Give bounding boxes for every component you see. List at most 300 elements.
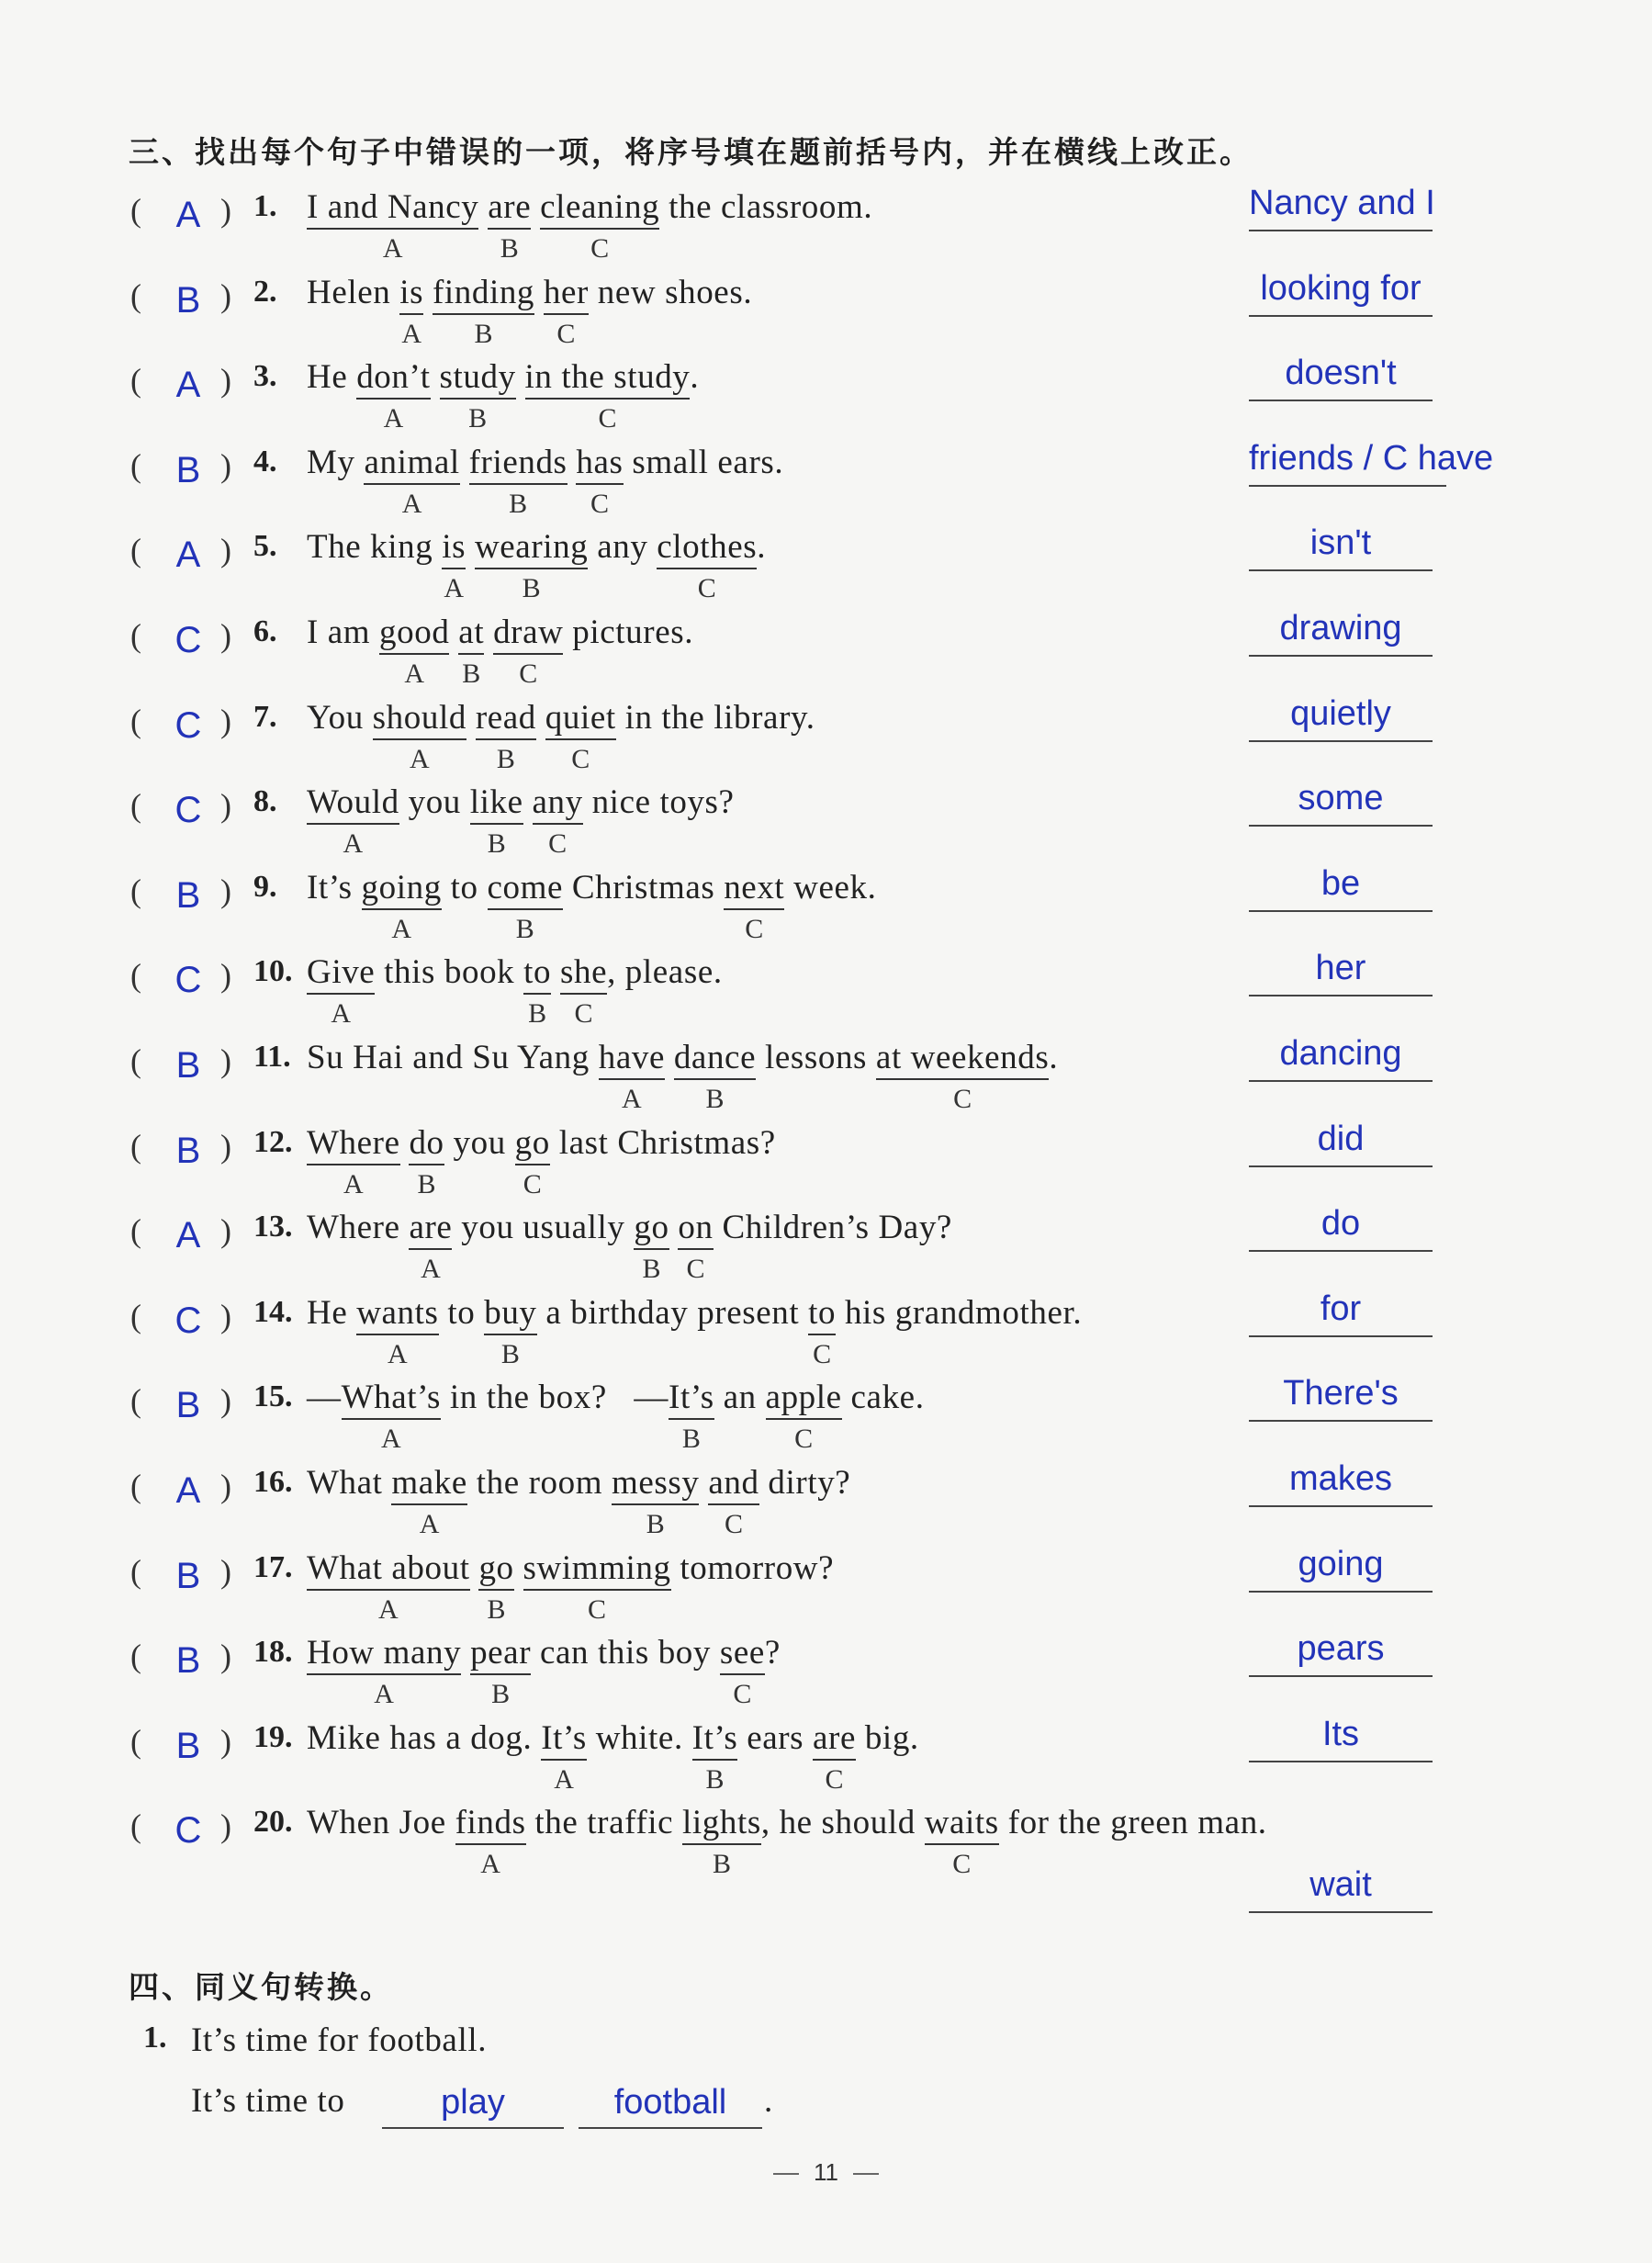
paren-open: ( xyxy=(130,617,141,654)
question-number: 4. xyxy=(253,445,277,478)
segment-text: in the study xyxy=(524,358,691,396)
sentence-text xyxy=(307,1718,541,1758)
option-letter: B xyxy=(474,319,493,349)
question-row xyxy=(0,1034,1652,1119)
answer-letter[interactable]: C xyxy=(174,620,202,660)
segment-text: clothes xyxy=(657,528,758,566)
sentence-text xyxy=(756,1038,876,1077)
question-number: 18. xyxy=(253,1635,293,1669)
correction-blank[interactable]: quietly xyxy=(1249,694,1433,742)
segment-text: are xyxy=(409,1209,453,1246)
sentence-text xyxy=(550,1123,776,1163)
question-number: 20. xyxy=(253,1805,293,1839)
paren-open: ( xyxy=(130,1723,141,1760)
segment-text: draw xyxy=(493,614,564,651)
answer-letter[interactable]: B xyxy=(175,1131,201,1171)
question-number: 15. xyxy=(253,1379,293,1413)
segment-text: the room xyxy=(466,1464,612,1502)
option-letter: B xyxy=(515,914,534,944)
sentence-text xyxy=(761,1803,925,1842)
segment-text xyxy=(523,783,533,821)
paren-close: ) xyxy=(220,362,231,399)
answer-letter[interactable]: B xyxy=(175,875,201,916)
option-letter: B xyxy=(509,489,528,519)
option-letter: A xyxy=(343,1169,364,1199)
segment-text: don’t xyxy=(356,358,431,396)
question-number: 8. xyxy=(253,784,277,818)
sentence-text xyxy=(784,868,876,907)
section4-item1-blank2[interactable]: football xyxy=(579,2083,762,2129)
paren-open: ( xyxy=(130,1638,141,1674)
answer-letter[interactable]: B xyxy=(175,1726,201,1766)
segment-text: How many xyxy=(307,1634,462,1672)
segment-text: is xyxy=(442,528,466,566)
segment-text: are xyxy=(813,1719,856,1757)
answer-letter[interactable]: B xyxy=(175,450,201,490)
segment-text: , he should xyxy=(760,1804,925,1841)
correction-blank[interactable]: doesn't xyxy=(1249,354,1433,401)
segment-text xyxy=(484,614,493,651)
underlined-option xyxy=(924,1803,999,1879)
underlined-option xyxy=(634,1208,669,1284)
paren-close: ) xyxy=(220,787,231,824)
segment-text: He xyxy=(307,358,357,396)
correction-blank[interactable]: some xyxy=(1249,779,1433,827)
paren-open: ( xyxy=(130,1807,141,1844)
option-letter: C xyxy=(724,1509,743,1539)
segment-text: lessons xyxy=(756,1039,876,1076)
underlined-option xyxy=(356,1293,439,1369)
segment-text: ears xyxy=(737,1719,814,1757)
question-sentence xyxy=(307,1633,781,1709)
underlined-option xyxy=(458,613,485,689)
segment-text xyxy=(400,1124,410,1162)
segment-text: wants xyxy=(356,1294,439,1332)
question-row xyxy=(0,1289,1652,1374)
sentence-text xyxy=(842,1378,925,1417)
segment-text: Mike has a dog. xyxy=(307,1719,542,1757)
segment-text xyxy=(470,1549,479,1587)
section4-item1-prompt: It’s time to xyxy=(191,2082,345,2120)
segment-text: read xyxy=(475,699,536,737)
sentence-text xyxy=(1049,1038,1058,1077)
underlined-option xyxy=(307,187,479,264)
section4-item1-original: It’s time for football. xyxy=(191,2021,488,2059)
paren-close: ) xyxy=(220,277,231,314)
underlined-option xyxy=(475,698,536,774)
sentence-text xyxy=(399,782,470,822)
correction-blank[interactable]: Nancy and I xyxy=(1249,184,1433,231)
question-sentence xyxy=(307,868,877,944)
segment-text: ? xyxy=(764,1634,781,1672)
sentence-text xyxy=(563,868,724,907)
question-row xyxy=(0,609,1652,693)
sentence-text xyxy=(583,782,735,822)
segment-text xyxy=(534,274,544,311)
segment-text: to xyxy=(438,1294,485,1332)
paren-close: ) xyxy=(220,1638,231,1674)
paren-close: ) xyxy=(220,1128,231,1165)
answer-letter[interactable]: B xyxy=(175,1385,201,1425)
underlined-option xyxy=(432,273,535,349)
option-letter: B xyxy=(705,1764,725,1795)
underlined-option xyxy=(391,1463,467,1539)
paren-open: ( xyxy=(130,192,141,229)
underlined-option xyxy=(442,527,466,603)
sentence-text xyxy=(400,1123,410,1163)
correction-blank[interactable]: drawing xyxy=(1249,609,1433,657)
segment-text: swimming xyxy=(523,1549,671,1587)
question-sentence xyxy=(307,952,723,1029)
sentence-text xyxy=(307,1293,356,1333)
underlined-option xyxy=(765,1378,842,1454)
answer-letter[interactable]: A xyxy=(175,195,201,235)
sentence-text xyxy=(460,443,469,482)
sentence-text xyxy=(690,357,699,397)
underlined-option xyxy=(470,1633,532,1709)
sentence-text xyxy=(449,613,458,652)
underlined-option xyxy=(468,443,568,519)
option-letter: B xyxy=(468,403,488,433)
segment-text: wearing xyxy=(474,528,589,566)
segment-text: quiet xyxy=(545,699,616,737)
segment-text: What about xyxy=(307,1549,470,1587)
underlined-option xyxy=(372,698,466,774)
option-letter: A xyxy=(622,1084,642,1114)
question-sentence xyxy=(307,443,784,519)
segment-text: good xyxy=(379,614,450,651)
correction-blank[interactable]: looking for xyxy=(1249,269,1433,317)
answer-letter[interactable]: B xyxy=(175,280,201,321)
question-number: 14. xyxy=(253,1295,293,1329)
segment-text: is xyxy=(399,274,424,311)
segment-text: study xyxy=(439,358,516,396)
segment-text: do xyxy=(409,1124,444,1162)
sentence-text xyxy=(699,1463,708,1503)
segment-text: nice toys? xyxy=(582,783,735,821)
segment-text xyxy=(568,444,577,481)
question-sentence xyxy=(307,1293,1083,1369)
option-letter: A xyxy=(401,489,422,519)
segment-text: messy xyxy=(611,1464,700,1502)
segment-text xyxy=(536,699,545,737)
sentence-text xyxy=(441,1378,669,1417)
answer-letter[interactable]: C xyxy=(174,790,202,830)
answer-letter[interactable]: C xyxy=(174,960,202,1000)
answer-letter[interactable]: A xyxy=(175,1470,201,1511)
sentence-text xyxy=(307,443,364,482)
paren-close: ) xyxy=(220,703,231,739)
paren-close: ) xyxy=(220,873,231,909)
segment-text: It’s xyxy=(669,1379,714,1416)
sentence-text xyxy=(307,613,379,652)
sentence-text xyxy=(589,273,752,312)
segment-text: to xyxy=(441,869,488,906)
sentence-text xyxy=(563,613,693,652)
answer-letter[interactable]: C xyxy=(174,1810,202,1851)
segment-text: Christmas xyxy=(563,869,725,906)
section4-title: 四、同义句转换。 xyxy=(129,1969,393,2005)
correction-blank[interactable]: do xyxy=(1249,1204,1433,1252)
page-number-dash-left xyxy=(773,2173,799,2175)
option-letter: A xyxy=(374,1679,394,1709)
option-letter: A xyxy=(404,659,425,689)
correction-blank[interactable]: There's xyxy=(1249,1374,1433,1422)
answer-letter[interactable]: C xyxy=(174,705,202,746)
question-sentence xyxy=(307,1548,835,1625)
correction-blank[interactable]: dancing xyxy=(1249,1034,1433,1082)
sentence-text xyxy=(659,187,872,227)
sentence-text xyxy=(587,1718,692,1758)
segment-text: in the box? — xyxy=(441,1379,669,1416)
correction-blank[interactable]: friends / C have xyxy=(1249,439,1446,487)
sentence-text xyxy=(523,782,533,822)
question-row xyxy=(0,439,1652,524)
sentence-text xyxy=(588,527,657,567)
paren-close: ) xyxy=(220,532,231,569)
segment-text: see xyxy=(719,1634,765,1672)
paren-close: ) xyxy=(220,957,231,994)
segment-text: Su Hai and Su Yang xyxy=(307,1039,599,1076)
paren-close: ) xyxy=(220,1382,231,1419)
segment-text: last Christmas? xyxy=(549,1124,776,1162)
segment-text xyxy=(466,699,476,737)
question-row xyxy=(0,1629,1652,1714)
segment-text: , please. xyxy=(607,953,723,991)
paren-open: ( xyxy=(130,703,141,739)
sentence-text xyxy=(307,868,362,907)
segment-text: make xyxy=(391,1464,467,1502)
sentence-text xyxy=(856,1718,919,1758)
page-number xyxy=(0,2158,1652,2187)
segment-text: this book xyxy=(375,953,524,991)
underlined-option xyxy=(559,952,608,1029)
underlined-option xyxy=(673,1038,757,1114)
underlined-option xyxy=(691,1718,738,1795)
segment-text: buy xyxy=(484,1294,537,1332)
answer-letter[interactable]: B xyxy=(175,1640,201,1681)
sentence-text xyxy=(765,1633,781,1672)
correction-blank[interactable]: be xyxy=(1249,864,1433,912)
underlined-option xyxy=(576,443,624,519)
option-letter: B xyxy=(500,233,519,264)
option-letter: B xyxy=(487,828,506,859)
sentence-text xyxy=(624,443,784,482)
underlined-option xyxy=(813,1718,856,1795)
paren-open: ( xyxy=(130,873,141,909)
option-letter: B xyxy=(462,659,481,689)
question-number: 17. xyxy=(253,1550,293,1584)
question-number: 7. xyxy=(253,700,277,734)
question-row xyxy=(0,1374,1652,1458)
paren-close: ) xyxy=(220,617,231,654)
underlined-option xyxy=(532,782,583,859)
segment-text: dance xyxy=(673,1039,757,1076)
underlined-option xyxy=(439,357,516,433)
question-sentence xyxy=(307,187,873,264)
question-sentence xyxy=(307,1038,1059,1114)
option-letter: B xyxy=(646,1509,665,1539)
option-letter: A xyxy=(409,744,430,774)
correction-blank[interactable]: for xyxy=(1249,1289,1433,1337)
option-letter: B xyxy=(528,998,547,1029)
segment-text: in the library. xyxy=(615,699,815,737)
sentence-text xyxy=(737,1718,813,1758)
segment-text xyxy=(665,1039,674,1076)
sentence-text xyxy=(307,698,373,737)
option-letter: B xyxy=(500,1339,520,1369)
option-letter: B xyxy=(487,1594,506,1625)
question-number: 19. xyxy=(253,1720,293,1754)
option-letter: B xyxy=(496,744,515,774)
sentence-text xyxy=(551,952,560,992)
question-number: 12. xyxy=(253,1125,293,1159)
segment-text: He xyxy=(307,1294,357,1332)
option-letter: A xyxy=(331,998,351,1029)
option-letter: C xyxy=(574,998,593,1029)
option-letter: C xyxy=(813,1339,832,1369)
answer-letter[interactable]: A xyxy=(175,1215,201,1255)
underlined-option xyxy=(514,1123,550,1199)
correction-blank[interactable]: wait xyxy=(1249,1865,1433,1913)
paren-close: ) xyxy=(220,192,231,229)
option-letter: C xyxy=(519,659,538,689)
underlined-option xyxy=(657,527,758,603)
question-row xyxy=(0,1799,1652,1904)
segment-text: an xyxy=(714,1379,766,1416)
underlined-option xyxy=(469,782,523,859)
answer-letter[interactable]: A xyxy=(175,365,201,405)
segment-text: animal xyxy=(364,444,460,481)
segment-text: It’s xyxy=(691,1719,738,1757)
underlined-option xyxy=(598,1038,665,1114)
question-row xyxy=(0,1545,1652,1629)
segment-text: his grandmother. xyxy=(836,1294,1083,1332)
segment-text: cleaning xyxy=(540,188,660,226)
option-letter: B xyxy=(491,1679,511,1709)
question-row xyxy=(0,524,1652,608)
segment-text: It’s xyxy=(541,1719,587,1757)
paren-open: ( xyxy=(130,1042,141,1079)
segment-text: What’s xyxy=(341,1379,442,1416)
segment-text: she xyxy=(559,953,608,991)
question-row xyxy=(0,1459,1652,1544)
sentence-text xyxy=(514,1548,523,1588)
option-letter: A xyxy=(391,914,411,944)
correction-blank[interactable]: pears xyxy=(1249,1629,1433,1677)
segment-text xyxy=(461,1634,470,1672)
question-number: 3. xyxy=(253,359,277,393)
sentence-text xyxy=(423,273,433,312)
option-letter: C xyxy=(523,1169,542,1199)
segment-text: you xyxy=(444,1124,515,1162)
answer-letter[interactable]: A xyxy=(175,535,201,575)
segment-text: Where xyxy=(307,1209,410,1246)
segment-text: have xyxy=(598,1039,665,1076)
sentence-text xyxy=(439,1293,485,1333)
segment-text: It’s xyxy=(307,869,362,906)
option-letter: B xyxy=(705,1084,725,1114)
sentence-text xyxy=(307,1208,409,1247)
underlined-option xyxy=(307,1633,462,1709)
section4-item1-blank1[interactable]: play xyxy=(382,2083,564,2129)
option-letter: C xyxy=(556,319,576,349)
question-sentence xyxy=(307,357,700,433)
option-letter: B xyxy=(681,1424,701,1454)
paren-open: ( xyxy=(130,1553,141,1590)
sentence-text xyxy=(516,357,525,397)
sentence-text xyxy=(452,1208,634,1247)
paren-open: ( xyxy=(130,787,141,824)
question-number: 6. xyxy=(253,614,277,648)
underlined-option xyxy=(307,1548,470,1625)
paren-close: ) xyxy=(220,1298,231,1334)
correction-blank[interactable]: going xyxy=(1249,1545,1433,1593)
segment-text: dirty? xyxy=(759,1464,851,1502)
segment-text: When Joe xyxy=(307,1804,455,1841)
sentence-text xyxy=(531,187,540,227)
correction-blank[interactable]: did xyxy=(1249,1120,1433,1167)
paren-close: ) xyxy=(220,1807,231,1844)
underlined-option xyxy=(409,1123,444,1199)
underlined-option xyxy=(524,357,691,433)
correction-blank[interactable]: her xyxy=(1249,949,1433,996)
option-letter: A xyxy=(383,403,404,433)
sentence-text xyxy=(470,1548,479,1588)
segment-text: at weekends xyxy=(875,1039,1050,1076)
answer-letter[interactable]: B xyxy=(175,1045,201,1086)
underlined-option xyxy=(719,1633,765,1709)
segment-text xyxy=(466,528,475,566)
paren-close: ) xyxy=(220,1042,231,1079)
option-letter: A xyxy=(382,233,403,264)
option-letter: C xyxy=(953,1084,972,1114)
option-letter: C xyxy=(571,744,590,774)
segment-text xyxy=(449,614,458,651)
question-sentence xyxy=(307,1208,952,1284)
sentence-text xyxy=(484,613,493,652)
segment-text: a birthday present xyxy=(536,1294,809,1332)
sentence-text xyxy=(536,698,545,737)
underlined-option xyxy=(678,1208,714,1284)
underlined-option xyxy=(307,952,376,1029)
correction-blank[interactable]: Its xyxy=(1249,1715,1433,1762)
segment-text: pear xyxy=(470,1634,532,1672)
underlined-option xyxy=(487,868,564,944)
paren-close: ) xyxy=(220,1553,231,1590)
sentence-text xyxy=(537,1293,809,1333)
underlined-option xyxy=(540,187,660,264)
segment-text: week. xyxy=(784,869,877,906)
correction-blank[interactable]: isn't xyxy=(1249,524,1433,571)
segment-text: to xyxy=(523,953,552,991)
question-number: 1. xyxy=(253,189,277,223)
sentence-text xyxy=(307,273,399,312)
underlined-option xyxy=(611,1463,700,1539)
underlined-option xyxy=(488,187,532,264)
answer-letter[interactable]: B xyxy=(175,1556,201,1596)
underlined-option xyxy=(808,1293,837,1369)
correction-blank[interactable]: makes xyxy=(1249,1459,1433,1507)
segment-text: The king xyxy=(307,528,443,566)
section4-item1-number: 1. xyxy=(143,2021,167,2055)
sentence-text xyxy=(534,273,544,312)
sentence-text xyxy=(568,443,577,482)
question-sentence xyxy=(307,782,735,859)
underlined-option xyxy=(724,868,785,944)
segment-text: can this boy xyxy=(531,1634,720,1672)
answer-letter[interactable]: C xyxy=(174,1300,202,1341)
